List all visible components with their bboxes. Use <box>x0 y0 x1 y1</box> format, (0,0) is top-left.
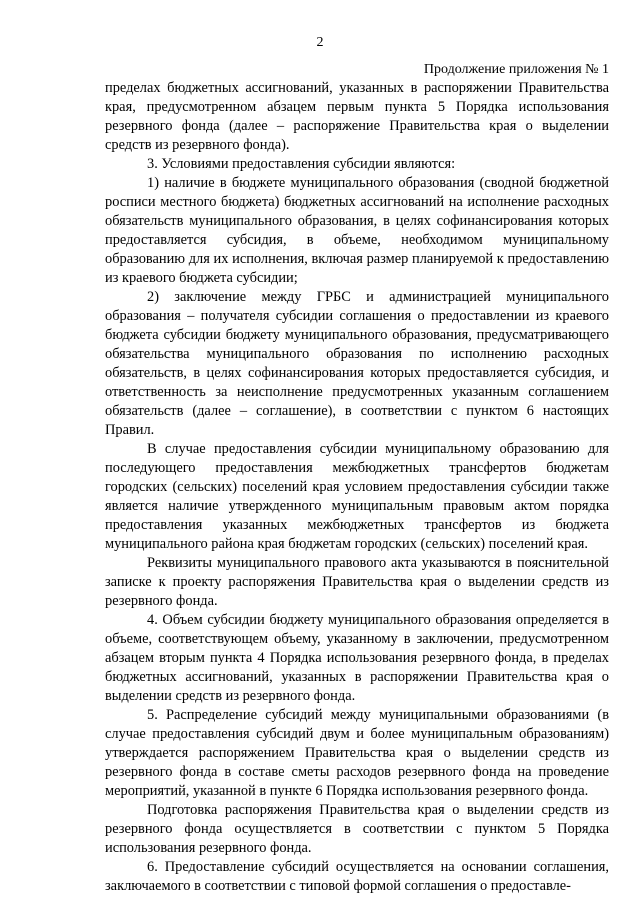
paragraph-settlements-condition: В случае предоставления субсидии муниципальному образованию для последующего предоставления межбюджетных трансфертов бюджетам городских (сельских) поселений края условием предоставления субсидии также является наличие утвержденного муниципальным правовым актом порядка предоставления указанных межбюджетных трансфертов из бюджета муниципального района края бюджетам городских (сельских) поселений края. <box>105 441 609 552</box>
document-body <box>105 79 609 896</box>
paragraph-legal-act-details: Реквизиты муниципального правового акта указываются в пояснительной записке к проекту распоряжения Правительства края о выделении средств из резервного фонда. <box>105 555 609 609</box>
paragraph-subsidy-agreement: 6. Предоставление субсидий осуществляется на основании соглашения, заключаемого в соответствии с типовой формой соглашения о предоставле- <box>105 859 609 894</box>
paragraph-continuation: пределах бюджетных ассигнований, указанных в распоряжении Правительства края, предусмотренном абзацем первым пункта 5 Порядка использования резервного фонда (далее – распоряжение Правительства края о выделении средств из резервного фонда). <box>105 80 609 153</box>
paragraph-conditions-heading: 3. Условиями предоставления субсидии являются: <box>147 156 456 172</box>
paragraph-subsidy-distribution: 5. Распределение субсидий между муниципальными образованиями (в случае предоставления субсидий двум и более муниципальным образованиям) утверждается распоряжением Правительства края о выделении средств из резервного фонда в составе сметы расходов резервного фонда на проведение мероприятий, указанной в пункте 6 Порядка использования резервного фонда. <box>105 707 609 799</box>
paragraph-condition-1: 1) наличие в бюджете муниципального образования (сводной бюджетной росписи местного бюджета) бюджетных ассигнований на исполнение расходных обязательств муниципального образования, в целях софинансирования которых предоставляется субсидия, в объеме, необходимом муниципальному образованию для их исполнения, включая размер планируемой к предоставлению из краевого бюджета субсидии; <box>105 175 609 286</box>
paragraph-order-preparation: Подготовка распоряжения Правительства края о выделении средств из резервного фонда осуществляется в соответствии с пунктом 5 Порядка использования резервного фонда. <box>105 802 609 856</box>
paragraph-condition-2: 2) заключение между ГРБС и администрацией муниципального образования – получателя субсидии соглашения о предоставлении из краевого бюджета субсидии бюджету муниципального образования, предусматривающего обязательства муниципального образования по исполнению расходных обязательств, в целях софинансирования которых предоставляется субсидия, и ответственность за неисполнение предусмотренных указанным соглашением обязательств (далее – соглашение), в соответствии с пунктом 6 настоящих Правил. <box>105 289 609 438</box>
appendix-continuation-note: Продолжение приложения № 1 <box>423 62 609 77</box>
page-number: 2 <box>316 35 324 50</box>
paragraph-subsidy-volume: 4. Объем субсидии бюджету муниципального образования определяется в объеме, соответствующем объему, указанному в заключении, предусмотренном абзацем вторым пункта 4 Порядка использования резервного фонда, в пределах бюджетных ассигнований, указанных в распоряжении Правительства края о выделении средств из резервного фонда. <box>105 612 609 704</box>
